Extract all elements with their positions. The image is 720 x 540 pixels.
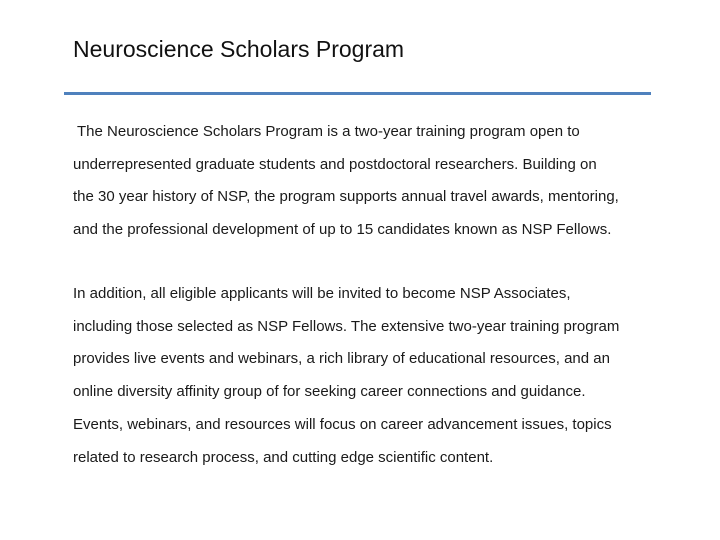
paragraph-line: related to research process, and cutting edge scientific content.	[73, 448, 494, 466]
title-underline-divider	[64, 92, 651, 95]
paragraph-line: the 30 year history of NSP, the program supports annual travel awards, mentoring,	[73, 188, 619, 206]
paragraph-line: provides live events and webinars, a rich library of educational resources, and an	[73, 350, 610, 368]
paragraph-line: Events, webinars, and resources will focus on career advancement issues, topics	[73, 415, 612, 433]
paragraph-line: including those selected as NSP Fellows. The extensive two-year training program	[73, 317, 620, 335]
paragraph-program-overview	[73, 116, 693, 247]
paragraph-line: The Neuroscience Scholars Program is a two-year training program open to	[77, 123, 580, 140]
paragraph-line: In addition, all eligible applicants will be invited to become NSP Associates,	[73, 285, 571, 302]
paragraph-line: underrepresented graduate students and postdoctoral researchers. Building on	[73, 155, 597, 173]
paragraph-line: online diversity affinity group of for seeking career connections and guidance.	[73, 383, 586, 401]
paragraph-associates-info	[73, 278, 693, 474]
slide-title: Neuroscience Scholars Program	[73, 36, 405, 62]
paragraph-line: and the professional development of up to 15 candidates known as NSP Fellows.	[73, 221, 612, 239]
